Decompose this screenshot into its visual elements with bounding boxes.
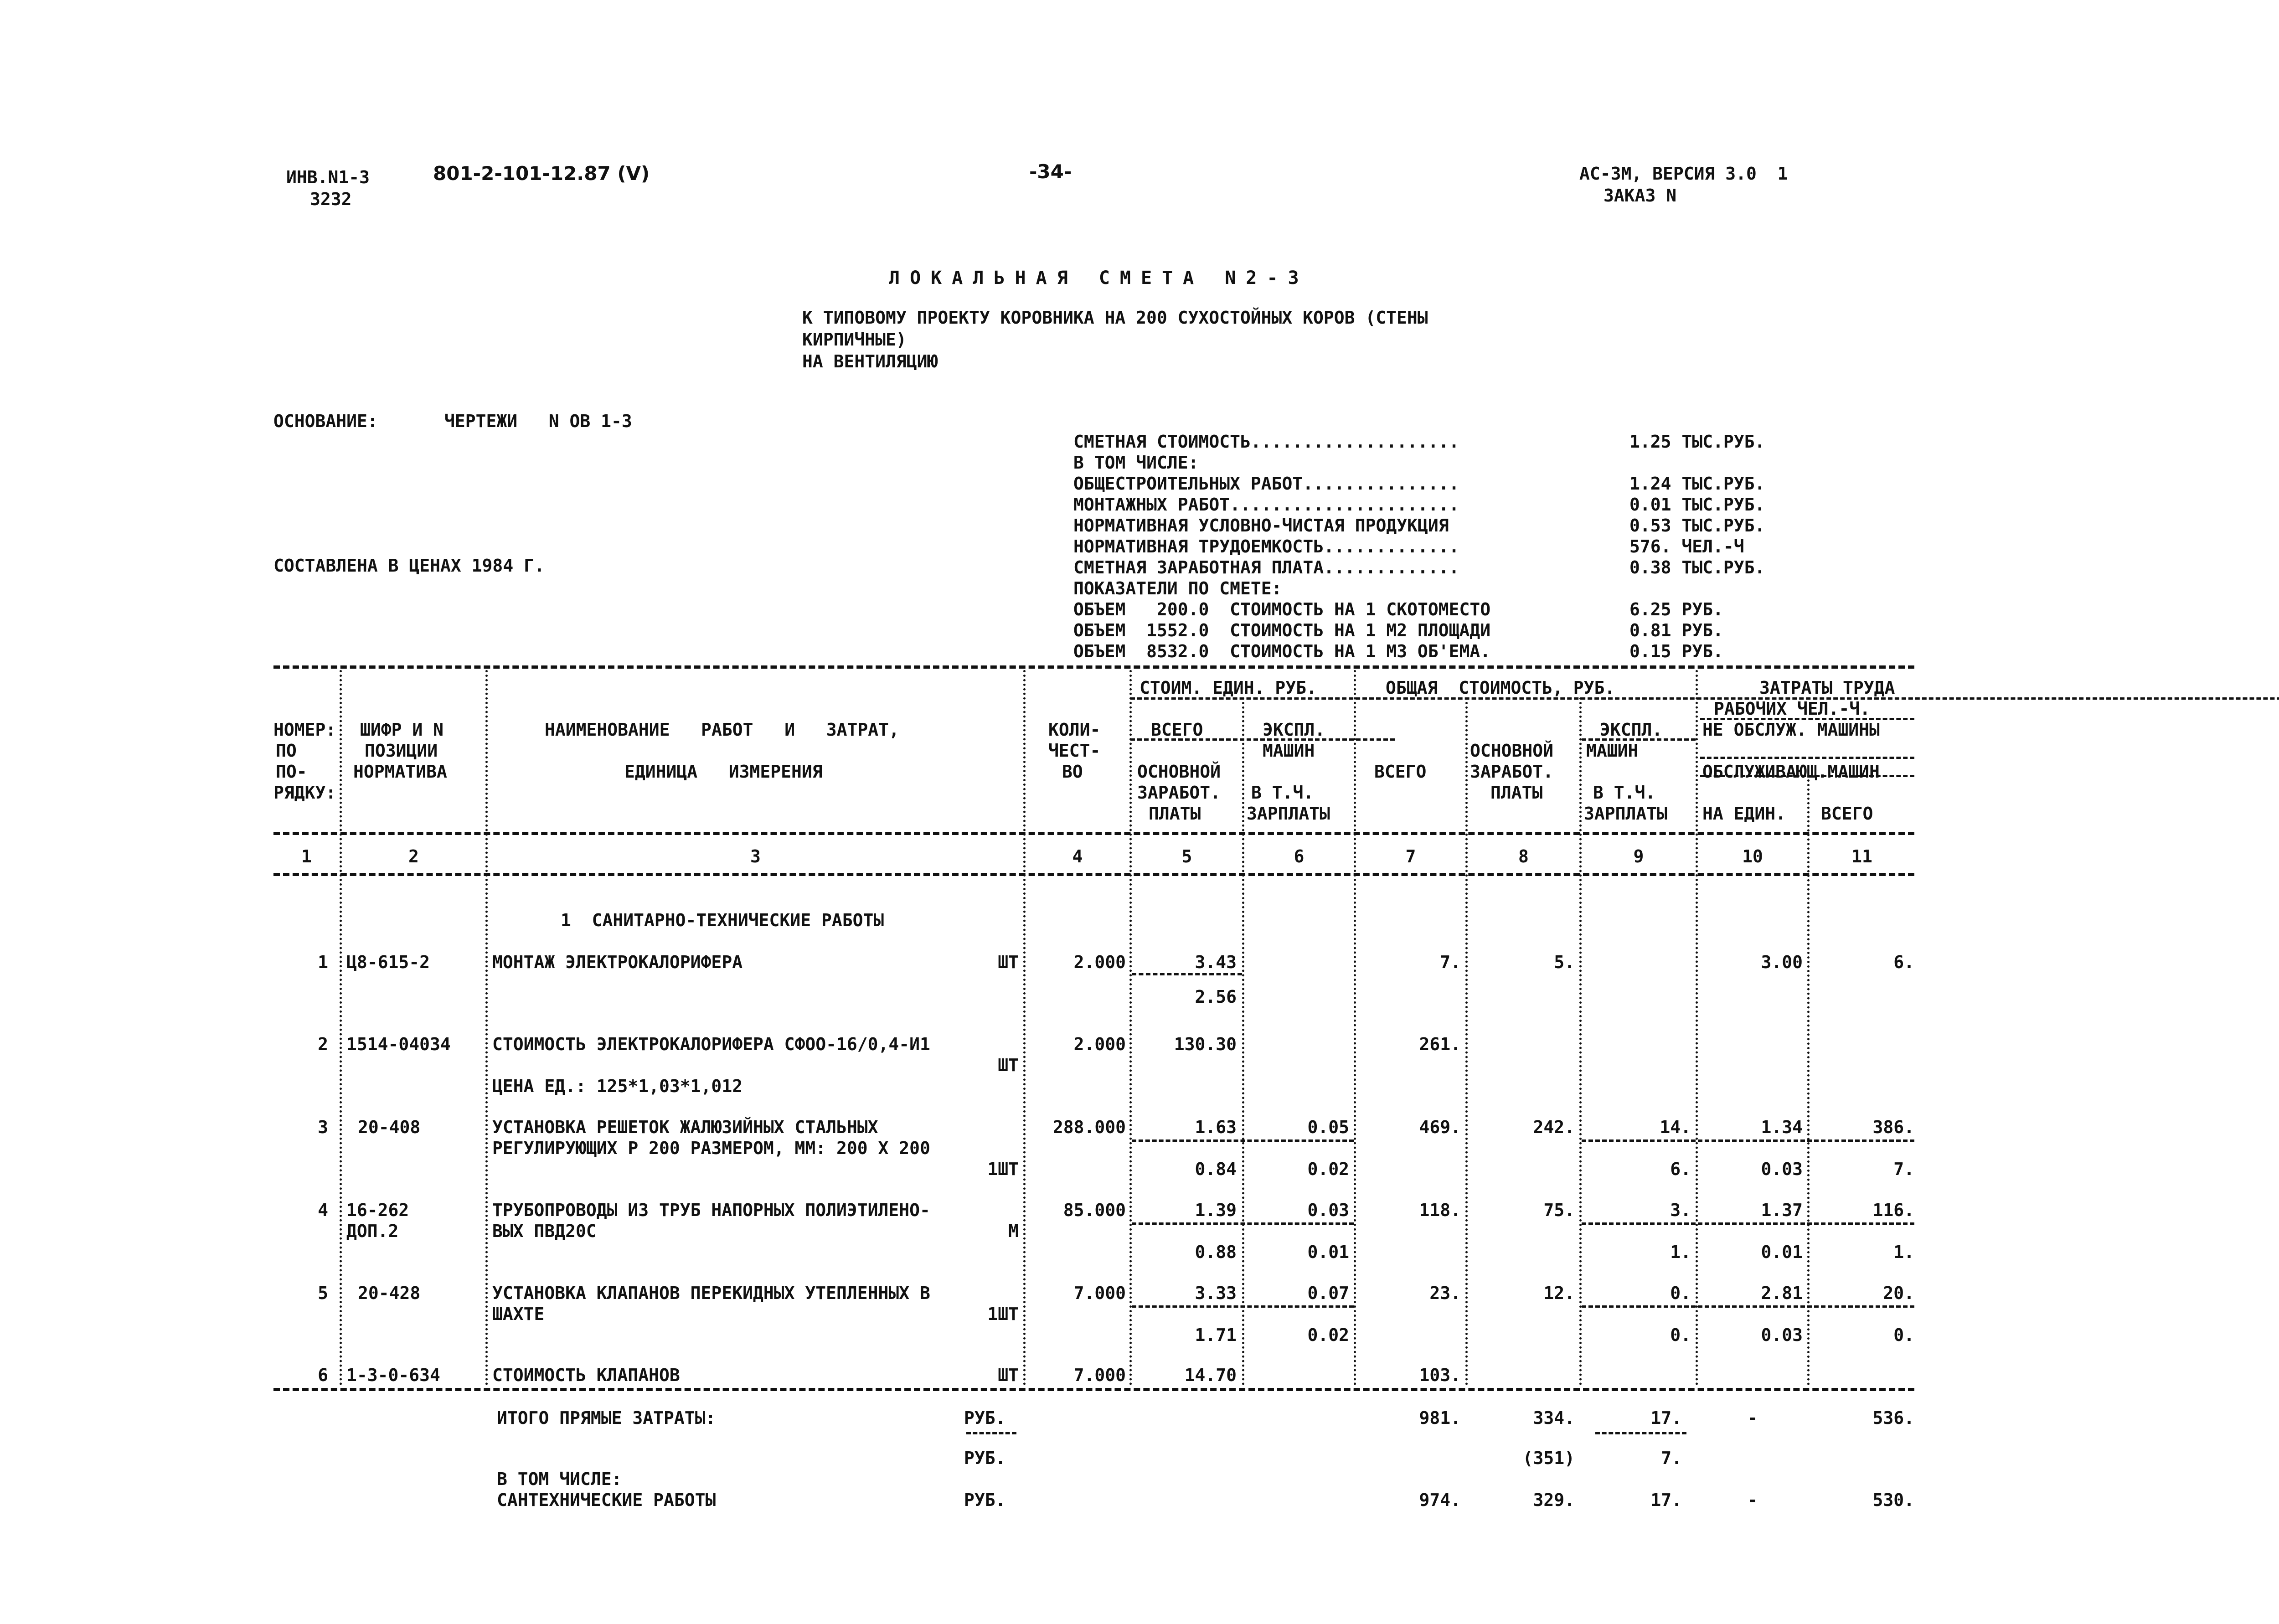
row-unit: 1ШТ bbox=[987, 1304, 1019, 1324]
col9-header: ЭКСПЛ. bbox=[1600, 720, 1663, 740]
row-name: ТРУБОПРОВОДЫ ИЗ ТРУБ НАПОРНЫХ ПОЛИЭТИЛЕНО- bbox=[492, 1200, 930, 1220]
row-name: УСТАНОВКА КЛАПАНОВ ПЕРЕКИДНЫХ УТЕПЛЕННЫХ В bbox=[492, 1283, 930, 1303]
col-qty-header: ВО bbox=[1062, 762, 1083, 782]
row-name: МОНТАЖ ЭЛЕКТРОКАЛОРИФЕРА bbox=[492, 952, 743, 972]
col7-header: ВСЕГО bbox=[1374, 762, 1427, 782]
unit-cost-header: СТОИМ. ЕДИН. РУБ. bbox=[1140, 678, 1317, 698]
row-price-note: ЦЕНА ЕД.: 125*1,03*1,012 bbox=[492, 1076, 743, 1096]
header-subrule bbox=[1700, 757, 1914, 759]
summary-label: НОРМАТИВНАЯ ТРУДОЕМКОСТЬ............. bbox=[1073, 536, 1459, 557]
row-c5-wage: 0.84 bbox=[1195, 1159, 1237, 1179]
col-code-header: ШИФР И N bbox=[360, 720, 444, 740]
cell-subrule bbox=[1582, 1222, 1914, 1225]
row-c8: 242. bbox=[1533, 1117, 1575, 1137]
row-c9-wage: 0. bbox=[1670, 1325, 1691, 1345]
column-number: 6 bbox=[1294, 846, 1304, 866]
row-code: 20-428 bbox=[358, 1283, 421, 1303]
total-c9: 17. bbox=[1650, 1408, 1682, 1428]
column-number: 10 bbox=[1742, 846, 1763, 866]
col-number-header: НОМЕР: bbox=[273, 720, 336, 740]
row-unit: ШТ bbox=[998, 1055, 1019, 1075]
row-c7: 261. bbox=[1419, 1034, 1461, 1054]
row-c11-machine: 7. bbox=[1893, 1159, 1914, 1179]
row-unit: ШТ bbox=[998, 952, 1019, 972]
summary-label: СМЕТНАЯ СТОИМОСТЬ.................... bbox=[1073, 432, 1459, 452]
row-c11: 6. bbox=[1893, 952, 1914, 972]
row-c9-wage: 6. bbox=[1670, 1159, 1691, 1179]
totals-subrule bbox=[1595, 1432, 1686, 1434]
summary-value: 1.25 ТЫС.РУБ. bbox=[1629, 432, 1765, 452]
col-number-header: ПО bbox=[276, 741, 297, 761]
row-c6: 0.03 bbox=[1307, 1200, 1349, 1220]
santech-c7: 974. bbox=[1419, 1490, 1461, 1510]
santech-c11: 530. bbox=[1872, 1490, 1914, 1510]
row-c9: 3. bbox=[1670, 1200, 1691, 1220]
row-c8: 75. bbox=[1543, 1200, 1575, 1220]
total-c9-secondary: 7. bbox=[1661, 1448, 1682, 1468]
row-number: 3 bbox=[318, 1117, 328, 1137]
col10-header: НА ЕДИН. bbox=[1702, 804, 1786, 824]
column-number: 5 bbox=[1181, 846, 1192, 866]
column-separator bbox=[1465, 697, 1468, 1386]
row-c5: 1.63 bbox=[1195, 1117, 1237, 1137]
row-c7: 23. bbox=[1429, 1283, 1461, 1303]
col8-header: ПЛАТЫ bbox=[1490, 783, 1543, 803]
summary-value: 0.81 РУБ. bbox=[1629, 620, 1723, 640]
header-bottom-rule bbox=[273, 832, 1914, 835]
col-qty-header: ЧЕСТ- bbox=[1048, 741, 1101, 761]
row-c11-machine: 0. bbox=[1893, 1325, 1914, 1345]
row-unit: ШТ bbox=[998, 1365, 1019, 1385]
col-qty-header: КОЛИ- bbox=[1048, 720, 1101, 740]
row-unit: 1ШТ bbox=[987, 1159, 1019, 1179]
summary-value: 0.53 ТЫС.РУБ. bbox=[1629, 516, 1765, 536]
summary-label: ОБЪЕМ 8532.0 СТОИМОСТЬ НА 1 М3 ОБ'ЕМА. bbox=[1073, 641, 1491, 661]
column-number: 11 bbox=[1851, 846, 1872, 866]
labor-header: ЗАТРАТЫ ТРУДА bbox=[1759, 678, 1895, 698]
row-name: СТОИМОСТЬ КЛАПАНОВ bbox=[492, 1365, 680, 1385]
row-code: Ц8-615-2 bbox=[346, 952, 430, 972]
document-subtitle-3: НА ВЕНТИЛЯЦИЮ bbox=[802, 351, 938, 371]
summary-label: ОБЪЕМ 1552.0 СТОИМОСТЬ НА 1 М2 ПЛОЩАДИ bbox=[1073, 620, 1491, 640]
summary-value: 0.38 ТЫС.РУБ. bbox=[1629, 557, 1765, 577]
cell-subrule bbox=[1132, 1305, 1354, 1308]
summary-label: НОРМАТИВНАЯ УСЛОВНО-ЧИСТАЯ ПРОДУКЦИЯ bbox=[1073, 516, 1449, 536]
col6-header: ЗАРПЛАТЫ bbox=[1247, 804, 1330, 824]
row-qty: 85.000 bbox=[1063, 1200, 1126, 1220]
summary-label: ОБЪЕМ 200.0 СТОИМОСТЬ НА 1 СКОТОМЕСТО bbox=[1073, 599, 1491, 619]
santech-c8: 329. bbox=[1533, 1490, 1575, 1510]
column-separator bbox=[485, 670, 488, 1386]
col9-header: ЗАРПЛАТЫ bbox=[1584, 804, 1668, 824]
row-qty: 7.000 bbox=[1073, 1283, 1126, 1303]
col6-header: МАШИН bbox=[1263, 741, 1315, 761]
col6-header: ЭКСПЛ. bbox=[1263, 720, 1325, 740]
summary-label: В ТОМ ЧИСЛЕ: bbox=[1073, 453, 1199, 473]
currency-label: РУБ. bbox=[964, 1408, 1006, 1428]
row-c10: 1.34 bbox=[1761, 1117, 1803, 1137]
row-number: 4 bbox=[318, 1200, 328, 1220]
row-c5: 3.33 bbox=[1195, 1283, 1237, 1303]
row-number: 6 bbox=[318, 1365, 328, 1385]
col-number-header: РЯДКУ: bbox=[273, 783, 336, 803]
row-number: 5 bbox=[318, 1283, 328, 1303]
row-qty: 2.000 bbox=[1073, 1034, 1126, 1054]
column-number: 9 bbox=[1633, 846, 1644, 866]
section-title: 1 САНИТАРНО-ТЕХНИЧЕСКИЕ РАБОТЫ bbox=[561, 910, 884, 930]
row-qty: 2.000 bbox=[1073, 952, 1126, 972]
col9-header: В Т.Ч. bbox=[1593, 783, 1656, 803]
page-number: -34- bbox=[1029, 160, 1072, 183]
column-number: 1 bbox=[301, 846, 312, 866]
column-separator bbox=[1579, 697, 1582, 1386]
summary-value: 6.25 РУБ. bbox=[1629, 599, 1723, 619]
col6-header: В Т.Ч. bbox=[1251, 783, 1314, 803]
inventory-label: ИНВ.N1-3 bbox=[286, 167, 370, 187]
col9-header: МАШИН bbox=[1586, 741, 1639, 761]
row-c6-wage: 0.01 bbox=[1307, 1242, 1349, 1262]
row-code: 1-3-0-634 bbox=[346, 1365, 440, 1385]
cell-subrule bbox=[1132, 973, 1242, 975]
cell-subrule bbox=[1132, 1139, 1354, 1142]
row-code: 16-262 bbox=[346, 1200, 409, 1220]
row-c5: 3.43 bbox=[1195, 952, 1237, 972]
row-number: 2 bbox=[318, 1034, 328, 1054]
total-c8: 334. bbox=[1533, 1408, 1575, 1428]
summary-value: 1.24 ТЫС.РУБ. bbox=[1629, 474, 1765, 494]
col10-11-header: ОБСЛУЖИВАЮЩ.МАШИН bbox=[1702, 762, 1880, 782]
currency-label: РУБ. bbox=[964, 1490, 1006, 1510]
row-name: ВЫХ ПВД20С bbox=[492, 1221, 597, 1241]
row-name: РЕГУЛИРУЮЩИХ Р 200 РАЗМЕРОМ, ММ: 200 Х 200 bbox=[492, 1138, 930, 1158]
row-c5-wage: 0.88 bbox=[1195, 1242, 1237, 1262]
summary-label: СМЕТНАЯ ЗАРАБОТНАЯ ПЛАТА............. bbox=[1073, 557, 1459, 577]
row-c11: 386. bbox=[1872, 1117, 1914, 1137]
santech-works-label: САНТЕХНИЧЕСКИЕ РАБОТЫ bbox=[497, 1490, 716, 1510]
column-separator bbox=[1023, 670, 1026, 1386]
row-code-suffix: ДОП.2 bbox=[346, 1221, 399, 1241]
row-c6: 0.07 bbox=[1307, 1283, 1349, 1303]
col-unit-header: ЕДИНИЦА ИЗМЕРЕНИЯ bbox=[624, 762, 823, 782]
total-c11: 536. bbox=[1872, 1408, 1914, 1428]
basis-value: ЧЕРТЕЖИ N ОВ 1-3 bbox=[444, 411, 632, 431]
column-number: 8 bbox=[1518, 846, 1529, 866]
row-c5-wage: 1.71 bbox=[1195, 1325, 1237, 1345]
basis-label: ОСНОВАНИЕ: bbox=[273, 411, 378, 431]
direct-costs-label: ИТОГО ПРЯМЫЕ ЗАТРАТЫ: bbox=[497, 1408, 716, 1428]
row-number: 1 bbox=[318, 952, 328, 972]
labor-subheader: РАБОЧИХ ЧЕЛ.-Ч. bbox=[1714, 699, 1871, 719]
summary-label: МОНТАЖНЫХ РАБОТ...................... bbox=[1073, 495, 1459, 515]
col-code-header: ПОЗИЦИИ bbox=[365, 741, 438, 761]
row-name: ШАХТЕ bbox=[492, 1304, 545, 1324]
price-basis: СОСТАВЛЕНА В ЦЕНАХ 1984 Г. bbox=[273, 556, 545, 576]
column-separator bbox=[340, 670, 342, 1386]
currency-label: РУБ. bbox=[964, 1448, 1006, 1468]
row-c7: 469. bbox=[1419, 1117, 1461, 1137]
col5-header: ОСНОВНОЙ bbox=[1137, 762, 1221, 782]
table-top-rule bbox=[273, 665, 1914, 669]
row-c9: 0. bbox=[1670, 1283, 1691, 1303]
col-name-header: НАИМЕНОВАНИЕ РАБОТ И ЗАТРАТ, bbox=[545, 720, 899, 740]
order-label: ЗАКАЗ N bbox=[1604, 186, 1677, 206]
row-c11: 20. bbox=[1883, 1283, 1914, 1303]
row-name: УСТАНОВКА РЕШЕТОК ЖАЛЮЗИЙНЫХ СТАЛЬНЫХ bbox=[492, 1117, 878, 1137]
row-c10-machine: 0.03 bbox=[1761, 1325, 1803, 1345]
row-c6-wage: 0.02 bbox=[1307, 1325, 1349, 1345]
document-subtitle-2: КИРПИЧНЫЕ) bbox=[802, 330, 907, 350]
santech-c10: - bbox=[1747, 1490, 1758, 1510]
row-c6-wage: 0.02 bbox=[1307, 1159, 1349, 1179]
row-code: 20-408 bbox=[358, 1117, 421, 1137]
col5-header: ВСЕГО bbox=[1151, 720, 1203, 740]
row-c7: 7. bbox=[1440, 952, 1461, 972]
total-c7: 981. bbox=[1419, 1408, 1461, 1428]
total-c8-secondary: (351) bbox=[1522, 1448, 1575, 1468]
cell-subrule bbox=[1132, 1222, 1354, 1225]
body-bottom-rule bbox=[273, 1388, 1914, 1391]
row-c10: 2.81 bbox=[1761, 1283, 1803, 1303]
summary-label: ОБЩЕСТРОИТЕЛЬНЫХ РАБОТ............... bbox=[1073, 474, 1459, 494]
santech-c9: 17. bbox=[1650, 1490, 1682, 1510]
col10-11-header: НЕ ОБСЛУЖ. МАШИНЫ bbox=[1702, 720, 1880, 740]
summary-value: 0.15 РУБ. bbox=[1629, 641, 1723, 661]
row-c7: 103. bbox=[1419, 1365, 1461, 1385]
row-qty: 7.000 bbox=[1073, 1365, 1126, 1385]
row-c10-machine: 0.03 bbox=[1761, 1159, 1803, 1179]
column-number: 2 bbox=[408, 846, 419, 866]
row-c11-machine: 1. bbox=[1893, 1242, 1914, 1262]
row-qty: 288.000 bbox=[1052, 1117, 1126, 1137]
col5-header: ЗАРАБОТ. bbox=[1137, 783, 1221, 803]
numbers-bottom-rule bbox=[273, 873, 1914, 876]
row-c10: 3.00 bbox=[1761, 952, 1803, 972]
row-unit: М bbox=[1008, 1221, 1019, 1241]
row-c9-wage: 1. bbox=[1670, 1242, 1691, 1262]
row-c6: 0.05 bbox=[1307, 1117, 1349, 1137]
row-c5: 130.30 bbox=[1174, 1034, 1237, 1054]
program-version: АС-3М, ВЕРСИЯ 3.0 1 bbox=[1579, 164, 1788, 184]
col-number-header: ПО- bbox=[276, 762, 307, 782]
summary-value: 0.01 ТЫС.РУБ. bbox=[1629, 495, 1765, 515]
column-number: 3 bbox=[750, 846, 761, 866]
inventory-number: 3232 bbox=[310, 189, 352, 209]
total-c10: - bbox=[1747, 1408, 1758, 1428]
row-c10: 1.37 bbox=[1761, 1200, 1803, 1220]
col5-header: ПЛАТЫ bbox=[1149, 804, 1201, 824]
column-separator bbox=[1696, 670, 1698, 1386]
col-code-header: НОРМАТИВА bbox=[353, 762, 447, 782]
cell-subrule bbox=[1582, 1305, 1914, 1308]
row-c9: 14. bbox=[1660, 1117, 1691, 1137]
row-c5: 14.70 bbox=[1184, 1365, 1237, 1385]
col8-header: ОСНОВНОЙ bbox=[1470, 741, 1554, 761]
summary-label: ПОКАЗАТЕЛИ ПО СМЕТЕ: bbox=[1073, 578, 1282, 598]
col11-header: ВСЕГО bbox=[1821, 804, 1873, 824]
project-code: 801-2-101-12.87 (V) bbox=[433, 162, 650, 185]
total-cost-header: ОБЩАЯ СТОИМОСТЬ, РУБ. bbox=[1386, 678, 1615, 698]
column-number: 4 bbox=[1072, 846, 1083, 866]
row-c8: 12. bbox=[1543, 1283, 1575, 1303]
row-c10-machine: 0.01 bbox=[1761, 1242, 1803, 1262]
row-code: 1514-04034 bbox=[346, 1034, 451, 1054]
totals-subrule bbox=[966, 1432, 1016, 1434]
cell-subrule bbox=[1582, 1139, 1914, 1142]
column-separator bbox=[1354, 670, 1356, 1386]
column-separator bbox=[1129, 670, 1132, 1386]
row-c7: 118. bbox=[1419, 1200, 1461, 1220]
row-c8: 5. bbox=[1554, 952, 1575, 972]
summary-value: 576. ЧЕЛ.-Ч bbox=[1629, 536, 1744, 557]
col8-header: ЗАРАБОТ. bbox=[1470, 762, 1554, 782]
row-c5-wage: 2.56 bbox=[1195, 987, 1237, 1007]
row-name: СТОИМОСТЬ ЭЛЕКТРОКАЛОРИФЕРА СФОО-16/0,4-И1 bbox=[492, 1034, 930, 1054]
document-subtitle-1: К ТИПОВОМУ ПРОЕКТУ КОРОВНИКА НА 200 СУХОСТОЙНЫХ КОРОВ (СТЕНЫ bbox=[802, 308, 1428, 328]
column-separator bbox=[1242, 697, 1244, 1386]
row-c11: 116. bbox=[1872, 1200, 1914, 1220]
row-c5: 1.39 bbox=[1195, 1200, 1237, 1220]
column-number: 7 bbox=[1405, 846, 1416, 866]
document-title: ЛОКАЛЬНАЯ СМЕТА N2-3 bbox=[889, 268, 1309, 289]
including-label: В ТОМ ЧИСЛЕ: bbox=[497, 1469, 622, 1489]
